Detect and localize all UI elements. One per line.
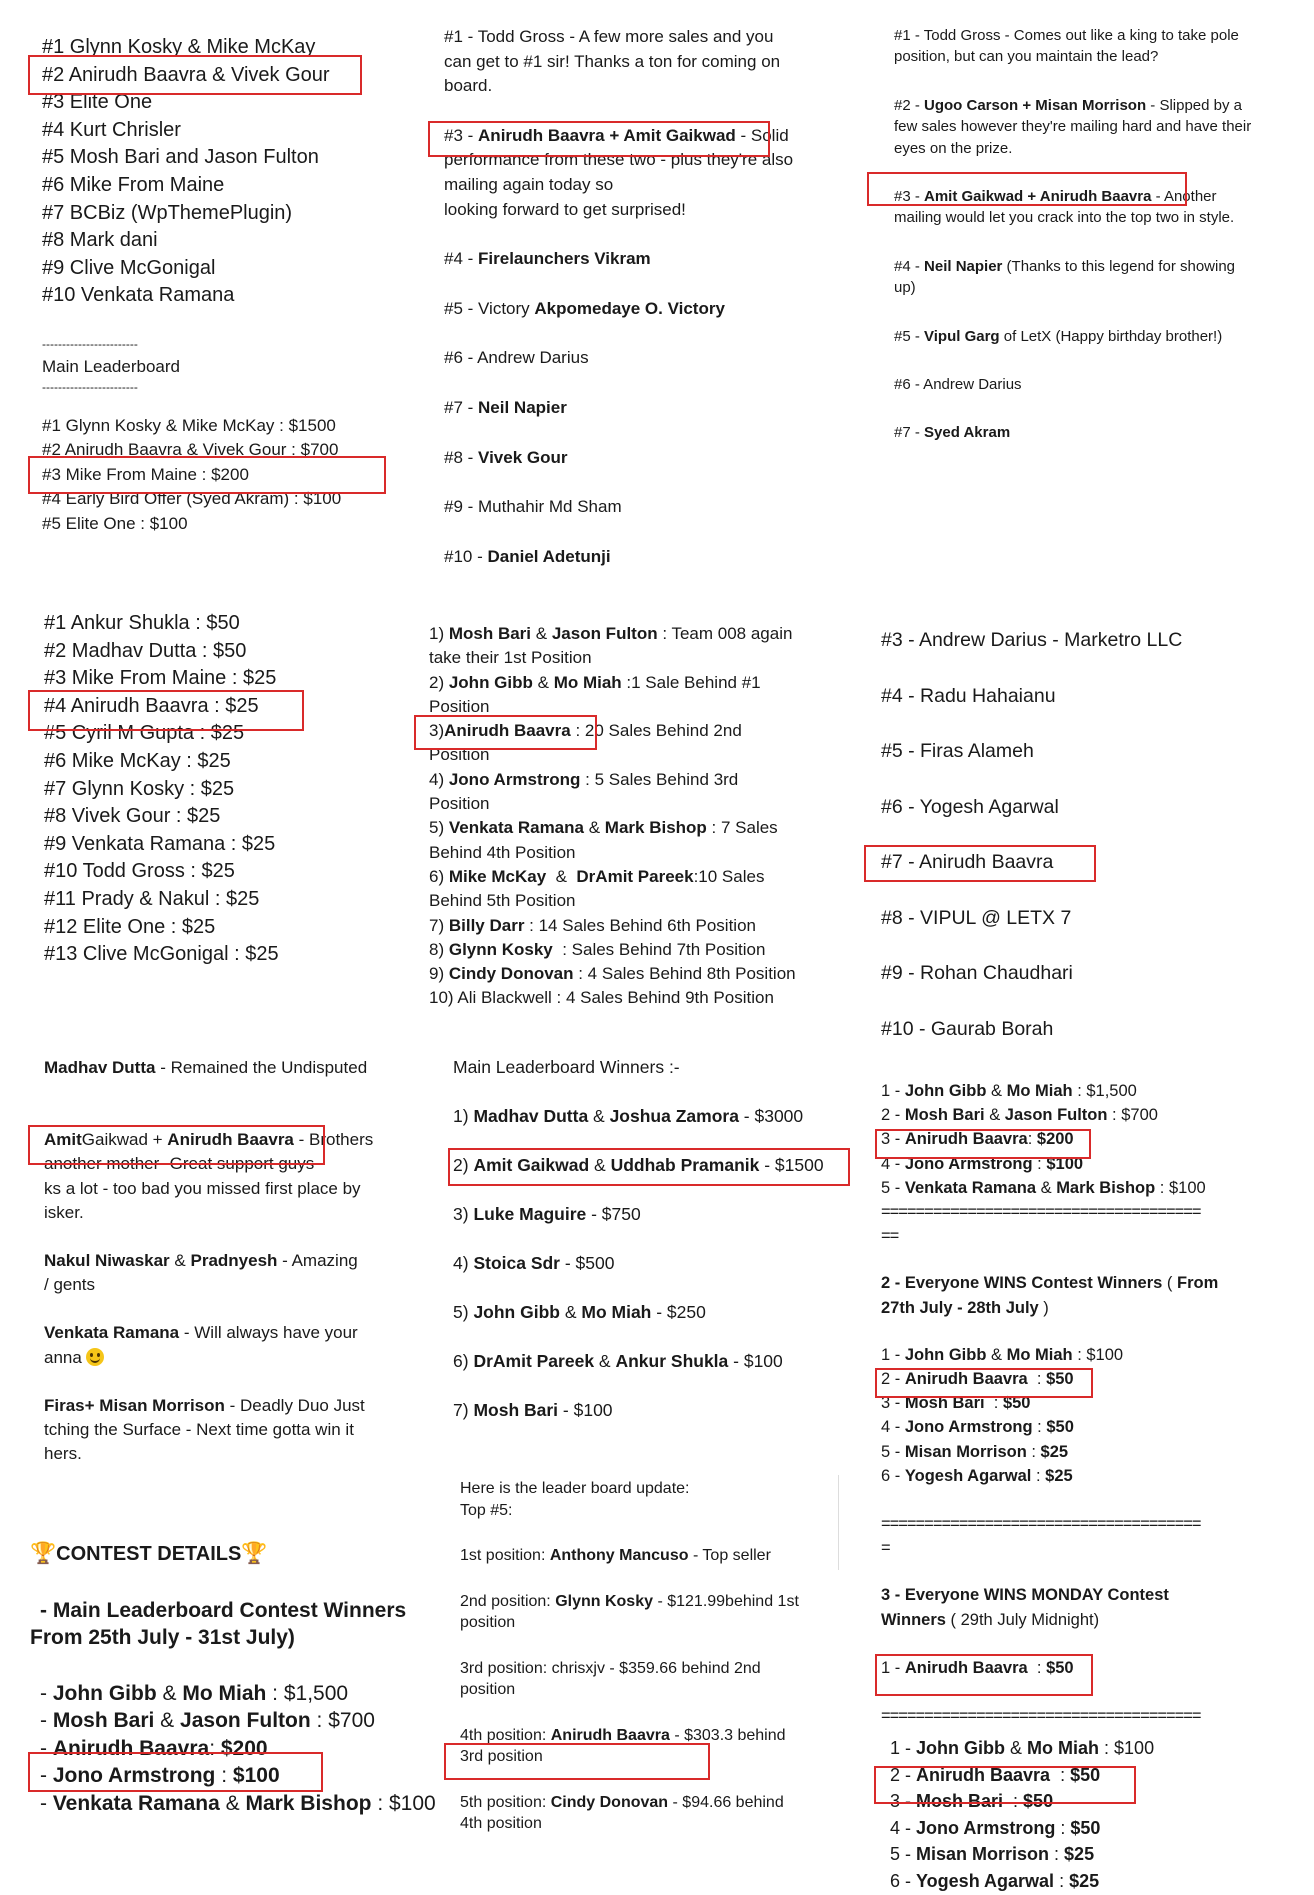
text-line: 3rd position (460, 1748, 543, 1765)
list-item: 2 - Mosh Bari & Jason Fulton : $700 (881, 1106, 1158, 1125)
list-item: #10 Todd Gross : $25 (44, 860, 235, 883)
panel-leaderboard-update (460, 1478, 850, 1835)
list-item: 1) Madhav Dutta & Joshua Zamora - $3000 (453, 1106, 804, 1126)
list-item: #2 Anirudh Baavra & Vivek Gour : $700 (42, 440, 339, 460)
text-line: Top #5: (460, 1501, 513, 1519)
text-line: Position (429, 794, 490, 814)
list-item: 2) John Gibb & Mo Miah :1 Sale Behind #1 (429, 672, 761, 692)
list-item: #3 Mike From Maine : $200 (42, 464, 249, 484)
highlight-box (867, 172, 1187, 206)
text-line: can get to #1 sir! Thanks a ton for coming on (444, 51, 781, 71)
list-item: - Venkata Ramana & Mark Bishop : $100 (40, 1791, 436, 1815)
list-item: 1) Mosh Bari & Jason Fulton : Team 008 again (429, 624, 793, 643)
list-item: 6 - Yogesh Agarwal : $25 (890, 1870, 1100, 1891)
highlight-box (874, 1766, 1136, 1804)
list-item: #7 Glynn Kosky : $25 (44, 777, 235, 800)
list-item: 5 - Misan Morrison : $25 (890, 1844, 1095, 1864)
highlight-box (428, 121, 770, 157)
highlight-box (864, 845, 1096, 882)
list-item: #3 Elite One (42, 91, 153, 114)
divider (838, 1475, 839, 1570)
list-item: 3) Luke Maguire - $750 (453, 1204, 641, 1224)
list-item: 3)Anirudh Baavra : 20 Sales Behind 2nd (429, 721, 742, 741)
list-item: #9 Clive McGonigal (42, 256, 216, 279)
list-item: #8 Mark dani (42, 229, 158, 252)
list-item: #6 Mike From Maine (42, 173, 225, 196)
text-line: take their 1st Position (429, 648, 592, 668)
highlight-box (28, 1752, 323, 1792)
list-item: #2 Anirudh Baavra & Vivek Gour (42, 63, 330, 86)
highlight-box (875, 1368, 1093, 1398)
separator: ===================================== (881, 1707, 1201, 1726)
section-heading: 2 - Everyone WINS Contest Winners ( From (881, 1274, 1219, 1293)
list-item: - Mosh Bari & Jason Fulton : $700 (40, 1709, 375, 1732)
list-item: #8 - Vivek Gour (444, 447, 568, 467)
list-item: 5) John Gibb & Mo Miah - $250 (453, 1302, 706, 1322)
highlight-box (28, 456, 386, 494)
text-line: AmitGaikwad + Anirudh Baavra - Brothers (44, 1130, 374, 1150)
separator: = (881, 1539, 890, 1558)
list-item: 3rd position: chrisxjv - $359.66 behind 2nd (460, 1659, 761, 1677)
list-item: 2) Amit Gaikwad & Uddhab Pramanik - $1500 (453, 1155, 824, 1175)
separator: == (881, 1227, 899, 1246)
commentary-item: #7 - Syed Akram (894, 424, 1011, 442)
section-heading: 3 - Everyone WINS MONDAY Contest (881, 1586, 1169, 1605)
list-item: #10 Venkata Ramana (42, 284, 235, 307)
list-item: #4 Early Bird Offer (Syed Akram) : $100 (42, 489, 342, 509)
list-item: #8 - VIPUL @ LETX 7 (881, 906, 1072, 929)
commentary-item: #2 - Ugoo Carson + Misan Morrison - Slipped by a few sales however they're mailing hard and have their eyes on the prize. (894, 96, 1252, 157)
text-line: Firas+ Misan Morrison - Deadly Duo Just (44, 1395, 365, 1415)
list-item: #9 - Muthahir Md Sham (444, 497, 622, 517)
separator: ===================================== (881, 1203, 1201, 1222)
list-item: #1 Glynn Kosky & Mike McKay : $1500 (42, 415, 336, 435)
list-item: 2nd position: Glynn Kosky - $121.99behind 1st (460, 1592, 799, 1610)
commentary-item: #5 - Vipul Garg of LetX (Happy birthday brother!) (894, 327, 1223, 345)
panel-contest-winners-summary (881, 1079, 1281, 1728)
text-line: Madhav Dutta - Remained the Undisputed (44, 1058, 368, 1077)
list-item: #6 Mike McKay : $25 (44, 749, 231, 772)
list-item: 7) Mosh Bari - $100 (453, 1400, 613, 1420)
text-line: Nakul Niwaskar & Pradnyesh - Amazing (44, 1251, 358, 1271)
list-item: 1 - John Gibb & Mo Miah : $1,500 (881, 1082, 1137, 1100)
list-item: 5) Venkata Ramana & Mark Bishop : 7 Sales (429, 818, 778, 838)
list-item: #3 Mike From Maine : $25 (44, 667, 277, 690)
list-item: #4 Anirudh Baavra : $25 (44, 694, 259, 717)
highlight-box (875, 1129, 1091, 1159)
text-line: position (460, 1681, 516, 1698)
highlight-box (414, 715, 597, 750)
text-line: performance from these two - plus they're also (444, 150, 794, 170)
list-item: 10) Ali Blackwell : 4 Sales Behind 9th Position (429, 988, 774, 1008)
text-line: Position (429, 745, 490, 765)
separator: ===================================== (881, 1515, 1201, 1534)
list-item: 5 - Misan Morrison : $25 (881, 1442, 1069, 1461)
commentary-item: #3 - Amit Gaikwad + Anirudh Baavra - Another mailing would let you crack into the top two in style. (894, 188, 1235, 227)
text-line: anna (44, 1346, 414, 1370)
list-item: 4 - Jono Armstrong : $50 (881, 1418, 1074, 1437)
list-item: #1 Ankur Shukla : $50 (44, 612, 240, 634)
text-line: Behind 5th Position (429, 891, 576, 911)
text-line: / gents (44, 1275, 96, 1295)
section-heading: Main Leaderboard Winners :- (453, 1057, 680, 1077)
panel-ranking-commentary-2 (894, 25, 1254, 471)
list-item: 3 - Mosh Bari : $50 (890, 1791, 1054, 1811)
list-item: #10 - Gaurab Borah (881, 1017, 1054, 1040)
panel-everyone-wins-winners (890, 1735, 1280, 1894)
text-line: looking forward to get surprised! (444, 199, 686, 219)
list-item: #6 - Yogesh Agarwal (881, 795, 1059, 818)
text-line: Here is the leader board update: (460, 1480, 690, 1497)
list-item: #8 Vivek Gour : $25 (44, 805, 221, 828)
list-item: 6) DrAmit Pareek & Ankur Shukla - $100 (453, 1351, 783, 1371)
list-item: #3 - Anirudh Baavra + Amit Gaikwad - Solid (444, 125, 789, 145)
list-item: #7 - Neil Napier (444, 397, 567, 417)
list-item: #4 - Firelaunchers Vikram (444, 249, 651, 269)
list-item: #11 Prady & Nakul : $25 (44, 887, 260, 910)
list-item: 6 - Yogesh Agarwal : $25 (881, 1466, 1073, 1485)
separator: ------------------------ (42, 379, 138, 394)
list-item: #6 - Andrew Darius (444, 348, 589, 368)
panel-ranking-list-3 (881, 627, 1261, 1042)
list-item: - Jono Armstrong : $100 (40, 1764, 280, 1787)
text-line: board. (444, 76, 493, 96)
list-item: #9 - Rohan Chaudhari (881, 962, 1073, 984)
list-item: #5 Cyril M Gupta : $25 (44, 722, 245, 745)
list-item: 4 - Jono Armstrong : $100 (881, 1154, 1084, 1173)
list-item: 9) Cindy Donovan : 4 Sales Behind 8th Position (429, 964, 796, 984)
text-line: another mother- Great support guys - (44, 1154, 325, 1174)
panel-main-leaderboard-winners (453, 1055, 853, 1422)
text-line: ks a lot - too bad you missed first place by (44, 1178, 361, 1198)
panel-position-gaps (429, 622, 829, 1011)
list-item: #9 Venkata Ramana : $25 (44, 832, 276, 855)
text-line: isker. (44, 1202, 84, 1222)
commentary-item: #4 - Neil Napier (Thanks to this legend for showing up) (894, 257, 1236, 297)
list-item: #13 Clive McGonigal : $25 (44, 943, 279, 966)
list-item: 1 - John Gibb & Mo Miah : $100 (881, 1345, 1124, 1364)
section-heading: Winners ( 29th July Midnight) (881, 1610, 1100, 1629)
highlight-box (28, 1125, 325, 1165)
text-line: hers. (44, 1444, 82, 1464)
list-item: 1 - John Gibb & Mo Miah : $100 (890, 1738, 1155, 1758)
list-item: - Anirudh Baavra: $200 (40, 1736, 268, 1760)
list-item: 8) Glynn Kosky : Sales Behind 7th Position (429, 939, 766, 959)
highlight-box (444, 1743, 710, 1780)
section-heading: - Main Leaderboard Contest Winners (40, 1598, 407, 1622)
list-item: 4) Stoica Sdr - $500 (453, 1253, 615, 1273)
section-heading: From 25th July - 31st July) (30, 1626, 295, 1649)
highlight-box (875, 1654, 1093, 1696)
list-item: #5 Elite One : $100 (42, 513, 188, 533)
list-item: #7 - Anirudh Baavra (881, 851, 1054, 873)
list-item: 5th position: Cindy Donovan - $94.66 behind (460, 1793, 784, 1811)
list-item: 6) Mike McKay & DrAmit Pareek:10 Sales (429, 866, 765, 886)
separator: ------------------------ (42, 337, 138, 351)
text-line: Behind 4th Position (429, 842, 576, 862)
list-item: #7 BCBiz (WpThemePlugin) (42, 201, 293, 224)
list-item: #4 - Radu Hahaianu (881, 684, 1056, 707)
trophy-icon: 🏆 (241, 1542, 268, 1565)
list-item: 2 - Anirudh Baavra : $50 (890, 1764, 1101, 1785)
list-item: - John Gibb & Mo Miah : $1,500 (40, 1681, 349, 1705)
panel-small-prizes-list (44, 610, 404, 969)
list-item: 4) Jono Armstrong : 5 Sales Behind 3rd (429, 769, 739, 789)
highlight-box (28, 690, 304, 731)
list-item: 3 - Mosh Bari : $50 (881, 1394, 1031, 1413)
list-item: #3 - Andrew Darius - Marketro LLC (881, 629, 1183, 651)
list-item: #5 Mosh Bari and Jason Fulton (42, 146, 319, 169)
text-line: mailing again today so (444, 174, 614, 194)
smile-emoji-icon (86, 1348, 104, 1366)
list-item: 3 - Anirudh Baavra: $200 (881, 1130, 1074, 1149)
list-item: 5 - Venkata Ramana & Mark Bishop : $100 (881, 1178, 1206, 1197)
section-heading: Main Leaderboard (42, 357, 180, 376)
text-line: #1 - Todd Gross - A few more sales and you (444, 27, 774, 46)
trophy-icon: 🏆 (30, 1542, 57, 1565)
list-item: 4th position: Anirudh Baavra - $303.3 behind (460, 1726, 786, 1744)
list-item: #5 - Firas Alameh (881, 740, 1034, 762)
section-heading: 27th July - 28th July ) (881, 1298, 1049, 1317)
highlight-box (448, 1148, 850, 1186)
text-line: 4th position (460, 1815, 542, 1832)
text-line: Venkata Ramana - Will always have your (44, 1323, 358, 1343)
list-item: #10 - Daniel Adetunji (444, 546, 611, 566)
list-item: 2 - Anirudh Baavra : $50 (881, 1370, 1074, 1389)
panel-shoutouts (44, 1056, 414, 1466)
list-item: 4 - Jono Armstrong : $50 (890, 1817, 1101, 1838)
list-item: #1 Glynn Kosky & Mike McKay (42, 36, 316, 58)
commentary-item: #1 - Todd Gross - Comes out like a king to take pole position, but can you maintain the lead? (894, 27, 1239, 66)
list-item: #4 Kurt Chrisler (42, 118, 181, 141)
text-line: Position (429, 696, 490, 716)
text-line: tching the Surface - Next time gotta win it (44, 1420, 354, 1440)
list-item: #2 Madhav Dutta : $50 (44, 639, 247, 662)
list-item: 1st position: Anthony Mancuso - Top seller (460, 1547, 771, 1564)
list-item: 7) Billy Darr : 14 Sales Behind 6th Position (429, 915, 756, 935)
panel-title: 🏆CONTEST DETAILS🏆 (30, 1540, 450, 1569)
list-item: #5 - Victory Akpomedaye O. Victory (444, 298, 725, 318)
panel-main-leaderboard-prizes (42, 337, 422, 537)
panel-weekly-ranking-commentary (444, 25, 864, 569)
commentary-item: #6 - Andrew Darius (894, 376, 1022, 394)
list-item: #12 Elite One : $25 (44, 915, 216, 938)
text-line: position (460, 1614, 516, 1631)
highlight-box (28, 55, 362, 95)
list-item: 1 - Anirudh Baavra : $50 (881, 1658, 1074, 1677)
